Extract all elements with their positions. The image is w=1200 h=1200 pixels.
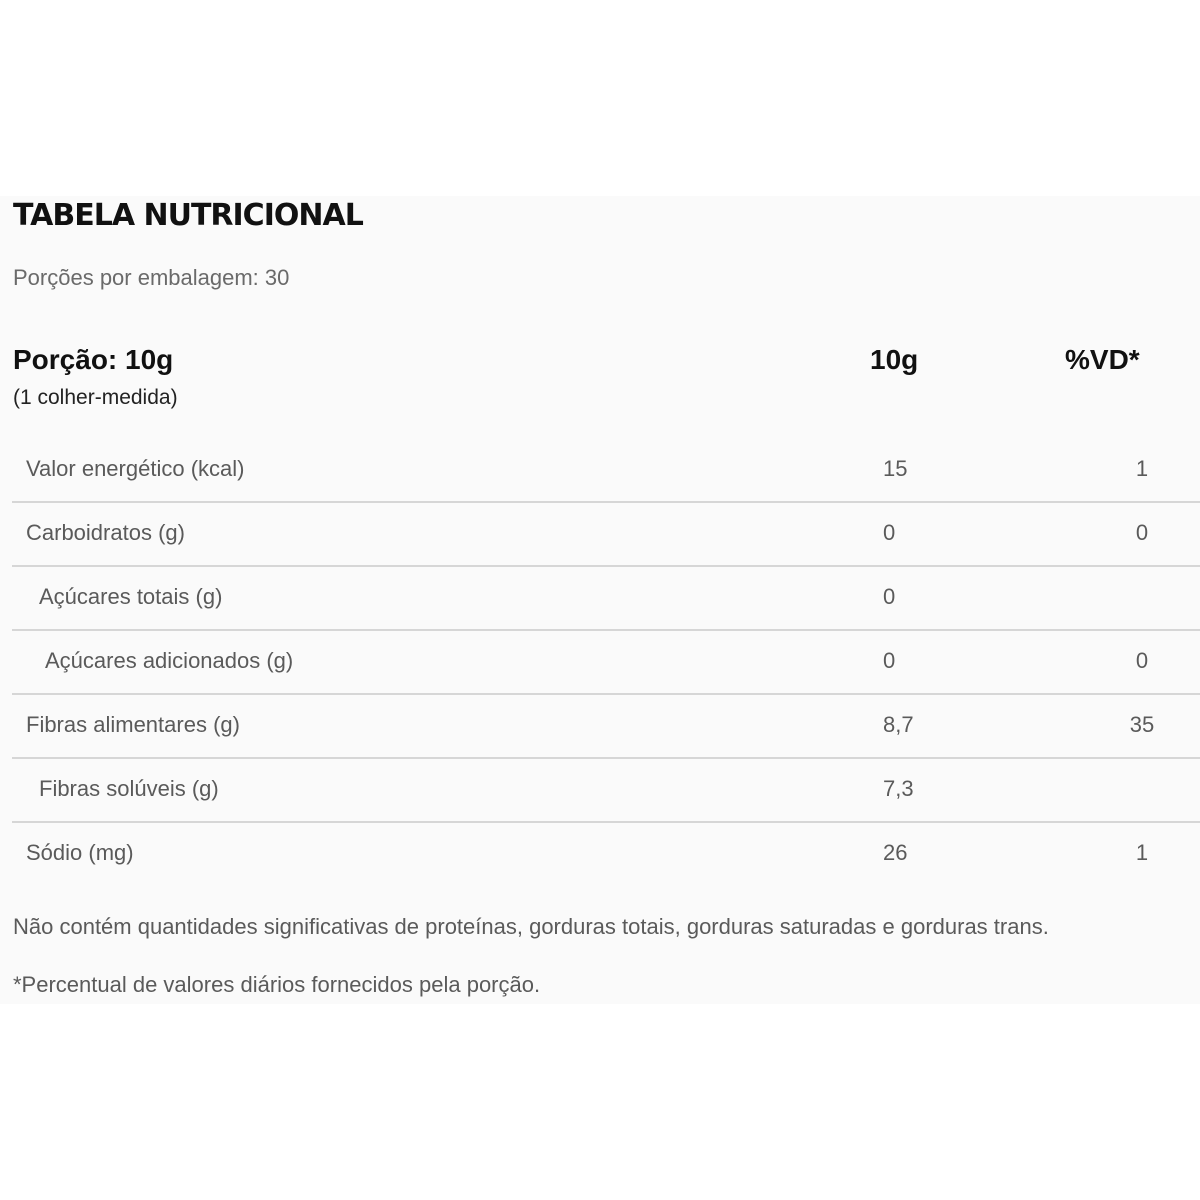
footnote-not-significant: Não contém quantidades significativas de proteínas, gorduras totais, gorduras saturadas e gorduras trans.: [13, 914, 1049, 939]
row-daily-value: 0: [1135, 520, 1149, 545]
servings-per-package: Porções por embalagem: 30: [13, 265, 290, 290]
column-header-daily-value: %VD*: [1065, 344, 1140, 375]
row-label: Açúcares totais (g): [39, 584, 223, 609]
footnote-percent-daily-value: *Percentual de valores diários fornecidos pela porção.: [13, 972, 541, 997]
table-title: TABELA NUTRICIONAL: [13, 198, 363, 233]
row-daily-value: 1: [1135, 840, 1149, 865]
table-row: [12, 757, 1200, 823]
table-row: [12, 565, 1200, 631]
row-amount: 0: [883, 648, 896, 673]
row-amount: 7,3: [883, 776, 914, 801]
table-row: [12, 501, 1200, 567]
row-amount: 0: [883, 584, 896, 609]
table-row: [12, 693, 1200, 759]
row-daily-value: 1: [1135, 456, 1149, 481]
row-label: Sódio (mg): [26, 840, 134, 865]
row-amount: 26: [883, 840, 908, 865]
table-row: [12, 821, 1200, 885]
row-label: Fibras solúveis (g): [39, 776, 219, 801]
row-amount: 15: [883, 456, 908, 481]
row-daily-value: 35: [1129, 712, 1155, 737]
row-label: Carboidratos (g): [26, 520, 185, 545]
column-header-amount: 10g: [870, 344, 919, 375]
row-daily-value: 0: [1135, 648, 1149, 673]
row-amount: 0: [883, 520, 896, 545]
row-label: Açúcares adicionados (g): [45, 648, 294, 673]
row-amount: 8,7: [883, 712, 914, 737]
portion-subtitle: (1 colher-medida): [13, 386, 178, 409]
row-label: Valor energético (kcal): [26, 456, 245, 481]
row-label: Fibras alimentares (g): [26, 712, 240, 737]
portion-title: Porção: 10g: [13, 344, 174, 375]
table-row: [12, 629, 1200, 695]
table-row: [12, 437, 1200, 503]
